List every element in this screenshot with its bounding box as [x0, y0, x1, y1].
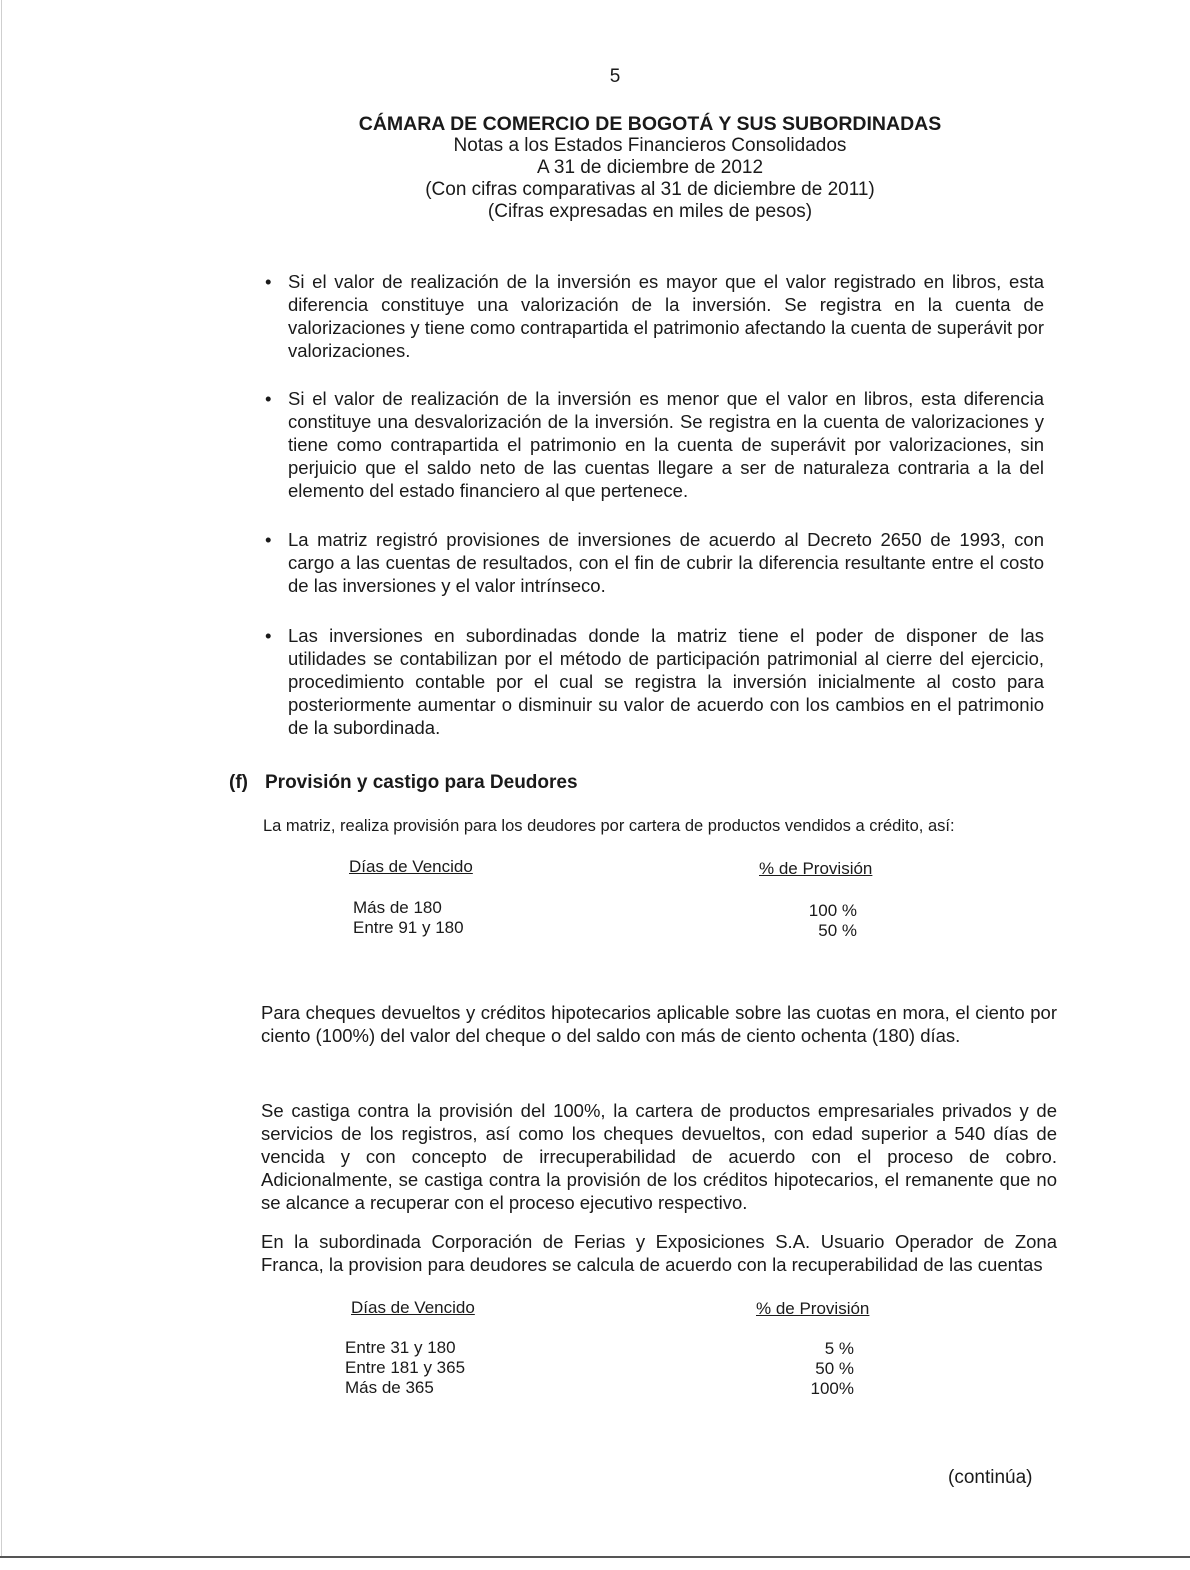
- table-row-label: Entre 31 y 180: [345, 1338, 456, 1357]
- comparative-line: (Con cifras comparativas al 31 de diciembre de 2011): [425, 179, 875, 200]
- column-header-days: Días de Vencido: [351, 1298, 475, 1317]
- table-row-value: 5 %: [824, 1339, 854, 1358]
- date-line: A 31 de diciembre de 2012: [536, 157, 764, 178]
- table-row-label: Entre 91 y 180: [353, 918, 464, 937]
- paragraph-cheques: Para cheques devueltos y créditos hipotecarios aplicable sobre las cuotas en mora, el ciento por ciento (100%) del valor del cheque o del saldo con más de ciento ochenta (180) días.: [261, 1002, 1057, 1046]
- table-row-value: 100 %: [808, 901, 857, 920]
- section-heading: [229, 772, 578, 794]
- company-name: CÁMARA DE COMERCIO DE BOGOTÁ Y SUS SUBORDINADAS: [358, 113, 942, 135]
- document-header: [0, 113, 1190, 223]
- table-row-value: 50 %: [818, 921, 857, 940]
- column-header-percent: % de Provisión: [756, 1299, 870, 1318]
- column-header-percent: % de Provisión: [759, 859, 873, 878]
- units-line: (Cifras expresadas en miles de pesos): [487, 201, 813, 222]
- bottom-rule: [0, 1556, 1190, 1558]
- section-title: Provisión y castigo para Deudores: [265, 772, 578, 793]
- scan-left-edge: [1, 0, 2, 1556]
- section-intro: La matriz, realiza provisión para los deudores por cartera de productos vendidos a crédito, así:: [263, 817, 955, 835]
- continues-label: (continúa): [948, 1467, 1033, 1488]
- bullet-item: • La matriz registró provisiones de inversiones de acuerdo al Decreto 2650 de 1993, con cargo a las cuentas de resultados, con el fin de cubrir la diferencia resultante entre el costo de las inversiones y el valor intrínseco.: [288, 528, 1044, 597]
- section-letter: (f): [229, 772, 248, 793]
- page-number: 5: [609, 66, 621, 87]
- paragraph-castigo: Se castiga contra la provisión del 100%, la cartera de productos empresariales privados y de servicios de los registros, así como los cheques devueltos, con edad superior a 540 días de vencida y con concepto de irrecuperabilidad de acuerdo con el proceso de cobro. Adicionalmente, se castiga contra la provisión de los créditos hipotecarios, el remanente que no se alcance a recuperar con el proceso ejecutivo respectivo.: [261, 1100, 1057, 1213]
- table-row-value: 100%: [810, 1379, 854, 1398]
- investment-bullet-list: [288, 270, 1044, 739]
- paragraph-subordinada: En la subordinada Corporación de Ferias y Exposiciones S.A. Usuario Operador de Zona Franca, la provision para deudores se calcula de acuerdo con la recuperabilidad de las cuentas: [261, 1231, 1057, 1275]
- document-subtitle: Notas a los Estados Financieros Consolidados: [453, 135, 847, 156]
- bullet-item: • Las inversiones en subordinadas donde la matriz tiene el poder de disponer de las utilidades se contabilizan por el método de participación patrimonial al cierre del ejercicio, procedimiento contable por el cual se registra la inversión inicialmente al costo para posteriormente aumentar o disminuir su valor de acuerdo con los cambios en el patrimonio de la subordinada.: [288, 624, 1044, 739]
- table-row-label: Entre 181 y 365: [345, 1358, 466, 1377]
- bullet-item: • Si el valor de realización de la inversión es menor que el valor en libros, esta diferencia constituye una desvalorización de la inversión. Se registra en la cuenta de valorizaciones y tiene como contrapartida el patrimonio en la cuenta de superávit por valorizaciones, sin perjuicio que el saldo neto de las cuentas llegare a ser de naturaleza contraria a la del elemento del estado financiero al que pertenece.: [288, 387, 1044, 502]
- column-header-days: Días de Vencido: [349, 857, 473, 876]
- table-row-label: Más de 180: [353, 898, 442, 917]
- bullet-item: • Si el valor de realización de la inversión es mayor que el valor registrado en libros, esta diferencia constituye una valorización de la inversión. Se registra en la cuenta de valorizaciones y tiene como contrapartida el patrimonio afectando la cuenta de superávit por valorizaciones.: [288, 270, 1044, 362]
- table-row-value: 50 %: [815, 1359, 854, 1378]
- table-row-label: Más de 365: [345, 1378, 434, 1397]
